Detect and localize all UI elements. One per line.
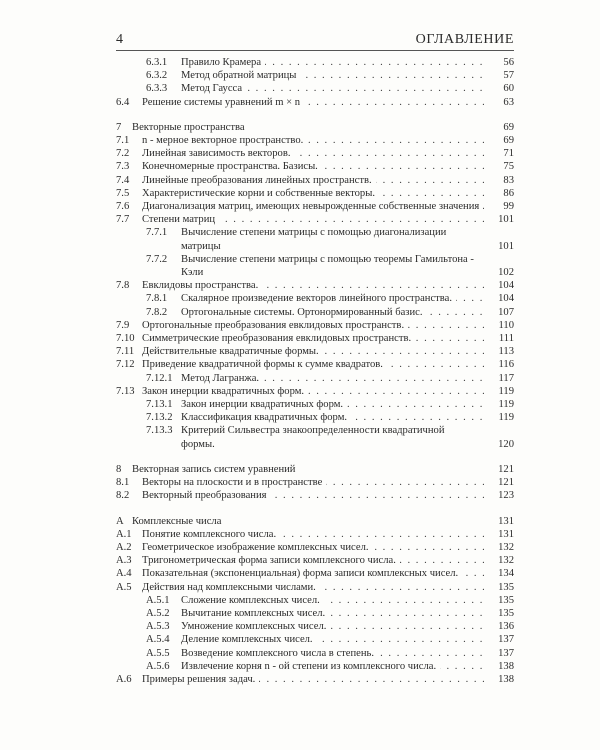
toc-entry-line (142, 554, 514, 567)
toc-entry-title: Извлечение корня n - ой степени из комплексного числа. (181, 660, 440, 673)
toc-entry[interactable] (116, 554, 514, 567)
toc-entry-title: Векторная запись систем уравнений (132, 463, 299, 476)
toc-entry[interactable] (116, 226, 514, 252)
toc-entry-number: A.5.4 (146, 634, 170, 646)
toc-entry-line (181, 306, 514, 319)
toc-entry[interactable] (116, 515, 514, 528)
toc-entry-number: A.3 (116, 555, 132, 567)
toc-entry-page: 110 (495, 319, 515, 332)
toc-entry[interactable] (116, 489, 514, 502)
toc-entry-title: Решение системы уравнений m × n (142, 96, 304, 109)
toc-entry-title: Классификация квадратичных форм. (181, 411, 351, 424)
toc-entry-title: Действия над комплексными числами. (142, 581, 320, 594)
toc-entry-page: 135 (494, 581, 514, 594)
toc-entry-title: Возведение комплексного числа в степень. (181, 647, 378, 660)
toc-entry-line (181, 424, 514, 450)
table-of-contents (116, 56, 514, 686)
toc-entry-number: 7.7.2 (146, 253, 168, 265)
toc-entry-page: 101 (494, 240, 514, 253)
toc-entry-line (142, 187, 514, 200)
toc-entry-line (181, 226, 514, 252)
toc-entry-page: 121 (494, 463, 514, 476)
toc-entry-page: 138 (494, 660, 514, 673)
toc-entry[interactable] (116, 647, 514, 660)
toc-entry-line (181, 398, 514, 411)
toc-entry-number: 8 (116, 463, 122, 475)
toc-entry[interactable] (116, 253, 514, 279)
toc-entry-line (181, 69, 514, 82)
toc-entry-title: Векторные пространства (132, 121, 249, 134)
toc-entry-title: Комплексные числа (132, 515, 225, 528)
header-page-number: 4 (116, 32, 123, 47)
toc-entry[interactable] (116, 319, 514, 332)
toc-entry-line (142, 567, 514, 580)
toc-entry-page: 121 (494, 476, 514, 489)
toc-entry-line (181, 372, 514, 385)
toc-entry-title: Сложение комплексных чисел. (181, 594, 324, 607)
toc-entry-title: Симметрические преобразования евклидовых пространств. (142, 332, 415, 345)
toc-entry-number: A.5.3 (146, 621, 170, 633)
toc-entry-page: 137 (494, 633, 514, 646)
toc-entry-page: 135 (494, 594, 514, 607)
toc-entry-title: Ортогональные преобразования евклидовых пространств. (142, 319, 408, 332)
toc-entry-number: 8.2 (116, 490, 130, 502)
toc-entry-line (142, 319, 514, 332)
toc-entry-number: A.5.2 (146, 607, 170, 619)
toc-entry-page: 71 (499, 147, 514, 160)
toc-entry-number: 7.4 (116, 174, 130, 186)
toc-entry-title: Геометрическое изображение комплексных чисел. (142, 541, 373, 554)
toc-entry[interactable] (116, 372, 514, 385)
toc-entry-title: Ортогональные системы. Ортонормированный базис. (181, 306, 427, 319)
toc-entry-page: 119 (495, 385, 515, 398)
toc-entry[interactable] (116, 82, 514, 95)
toc-entry-page: 136 (494, 620, 514, 633)
running-header (116, 32, 514, 51)
toc-entry-line (142, 385, 514, 398)
toc-entry[interactable] (116, 528, 514, 541)
toc-entry-page: 116 (495, 358, 515, 371)
toc-entry[interactable] (116, 424, 514, 450)
toc-entry-title: Степени матриц (142, 213, 219, 226)
toc-entry[interactable] (116, 581, 514, 594)
toc-entry[interactable] (116, 134, 514, 147)
toc-entry[interactable] (116, 673, 514, 686)
toc-entry-line (132, 121, 514, 134)
toc-entry-page: 132 (494, 541, 514, 554)
toc-entry-title: Закон инерции квадратичных форм. (181, 398, 347, 411)
toc-entry[interactable] (116, 358, 514, 371)
toc-entry[interactable] (116, 56, 514, 69)
toc-entry-title: Метод Лагранжа. (181, 372, 263, 385)
toc-entry-page: 104 (494, 279, 514, 292)
toc-entry-number: A.5.1 (146, 594, 170, 606)
toc-entry-number: 6.3.1 (146, 57, 168, 68)
toc-entry-page: 119 (495, 411, 515, 424)
toc-entry-line (181, 647, 514, 660)
toc-entry[interactable] (116, 160, 514, 173)
toc-entry-number: 7.8.2 (146, 306, 168, 318)
toc-entry[interactable] (116, 567, 514, 580)
toc-entry-title: Диагонализация матриц, имеющих невырожденные собственные значения (142, 200, 483, 213)
toc-entry[interactable] (116, 174, 514, 187)
toc-entry-title: Примеры решения задач. (142, 673, 259, 686)
toc-entry-page: 117 (495, 372, 515, 385)
header-title: ОГЛАВЛЕНИЕ (415, 32, 514, 47)
toc-entry-number: A.5.5 (146, 647, 170, 659)
toc-entry-number: 7.5 (116, 187, 130, 199)
toc-entry-page: 63 (499, 96, 514, 109)
toc-entry-title: Метод Гаусса (181, 82, 246, 95)
toc-entry-title: Линейные преобразования линейных пространств. (142, 174, 376, 187)
toc-entry-title: Показательная (экспоненциальная) форма записи комплексных чисел. (142, 567, 462, 580)
toc-entry-line (181, 620, 514, 633)
toc-entry-line (142, 147, 514, 160)
toc-entry-number: 7.3 (116, 161, 130, 173)
toc-entry-number: 7.8.1 (146, 293, 168, 305)
toc-entry[interactable] (116, 463, 514, 476)
toc-entry-page: 60 (499, 82, 514, 95)
toc-entry-line (181, 253, 514, 279)
toc-entry-number: 7.2 (116, 148, 130, 160)
toc-entry-number: 7.7 (116, 214, 130, 226)
toc-entry-page: 138 (494, 673, 514, 686)
toc-entry-number: 7.13.2 (146, 412, 173, 424)
toc-entry-line (181, 82, 514, 95)
toc-entry-page: 104 (494, 292, 514, 305)
toc-entry-line (181, 411, 514, 424)
toc-entry-page: 107 (494, 306, 514, 319)
toc-entry-line (181, 660, 514, 673)
toc-entry-line (142, 174, 514, 187)
toc-entry-line (181, 607, 514, 620)
toc-entry-number: 7.12 (116, 359, 135, 371)
toc-entry-page: 86 (499, 187, 514, 200)
toc-entry-line (142, 213, 514, 226)
toc-entry-page: 134 (494, 567, 514, 580)
toc-entry-page: 131 (494, 515, 514, 528)
toc-entry-title: Деление комплексных чисел. (181, 633, 317, 646)
toc-entry-page: 120 (494, 438, 514, 451)
toc-entry-title: Характеристические корни и собственные векторы. (142, 187, 379, 200)
toc-entry[interactable] (116, 541, 514, 554)
toc-entry-number: A.2 (116, 541, 132, 553)
toc-entry-page: 69 (499, 121, 514, 134)
toc-entry-number: 7.13 (116, 385, 135, 397)
toc-entry[interactable] (116, 345, 514, 358)
toc-entry-line (142, 345, 514, 358)
toc-entry-number: 6.3.3 (146, 83, 168, 95)
toc-entry-title: Конечномерные пространства. Базисы. (142, 160, 322, 173)
toc-entry-line (142, 160, 514, 173)
toc-entry-title: Скалярное произведение векторов линейного пространства. (181, 292, 456, 305)
toc-entry-number: 7.7.1 (146, 227, 168, 239)
toc-entry-number: 7.6 (116, 201, 130, 213)
toc-entry[interactable] (116, 411, 514, 424)
toc-entry-number: 7.11 (116, 346, 135, 358)
toc-entry-page: 111 (495, 332, 514, 345)
toc-entry-number: A.4 (116, 568, 132, 580)
toc-entry-line (142, 581, 514, 594)
toc-entry-title: Приведение квадратичной формы к сумме квадратов. (142, 358, 387, 371)
toc-entry-number: A (116, 515, 124, 527)
toc-entry-number: 7.1 (116, 135, 130, 147)
toc-entry-number: 7 (116, 121, 122, 133)
toc-entry-page: 135 (494, 607, 514, 620)
toc-entry[interactable] (116, 620, 514, 633)
toc-entry-number: 7.12.1 (146, 372, 173, 384)
toc-entry-page: 132 (494, 554, 514, 567)
toc-entry-title: n - мерное векторное пространство. (142, 134, 307, 147)
toc-entry-page: 102 (494, 266, 514, 279)
toc-entry-title: Вычитание комплексных чисел. (181, 607, 329, 620)
toc-entry-number: A.5 (116, 581, 132, 593)
toc-entry-number: A.1 (116, 528, 132, 540)
toc-entry-line (181, 292, 514, 305)
toc-entry-title: Евклидовы пространства. (142, 279, 262, 292)
toc-entry-page: 75 (499, 160, 514, 173)
toc-entry-title: Умножение комплексных чисел. (181, 620, 330, 633)
toc-entry-line (142, 476, 514, 489)
toc-entry-title: Вычисление степени матрицы с помощью диагонализации матрицы (181, 226, 484, 252)
toc-entry-line (181, 594, 514, 607)
toc-entry-title: Понятие комплексного числа. (142, 528, 280, 541)
toc-entry[interactable] (116, 385, 514, 398)
toc-entry-page: 69 (499, 134, 514, 147)
toc-entry-page: 123 (494, 489, 514, 502)
toc-entry[interactable] (116, 69, 514, 82)
toc-entry-page: 131 (494, 528, 514, 541)
toc-entry-number: 7.13.1 (146, 399, 173, 411)
toc-entry-line (142, 489, 514, 502)
toc-entry[interactable] (116, 306, 514, 319)
toc-entry[interactable] (116, 292, 514, 305)
toc-entry-line (142, 673, 514, 686)
toc-entry-title: Закон инерции квадратичных форм. (142, 385, 308, 398)
toc-entry-page: 101 (494, 213, 514, 226)
toc-entry-number: 7.9 (116, 319, 130, 331)
toc-entry-number: 8.1 (116, 477, 130, 489)
toc-entry-title: Линейная зависимость векторов. (142, 147, 294, 160)
toc-entry[interactable] (116, 121, 514, 134)
toc-entry[interactable] (116, 607, 514, 620)
toc-entry-page: 137 (494, 647, 514, 660)
toc-entry-line (132, 515, 514, 528)
toc-entry-title: Действительные квадратичные формы. (142, 345, 323, 358)
toc-entry[interactable] (116, 187, 514, 200)
toc-entry-title: Векторы на плоскости и в пространстве (142, 476, 326, 489)
toc-entry-number: A.5.6 (146, 660, 170, 672)
toc-entry-page: 119 (495, 398, 515, 411)
toc-entry-page: 56 (499, 56, 514, 69)
toc-entry[interactable] (116, 476, 514, 489)
toc-entry-number: 6.4 (116, 96, 130, 108)
toc-entry[interactable] (116, 398, 514, 411)
toc-entry-line (142, 528, 514, 541)
toc-entry-line (142, 541, 514, 554)
toc-entry-line (142, 134, 514, 147)
toc-entry-page: 57 (499, 69, 514, 82)
toc-entry-line (132, 463, 514, 476)
toc-entry-title: Метод обратной матрицы (181, 69, 300, 82)
toc-entry-page: 83 (499, 174, 514, 187)
toc-entry[interactable] (116, 660, 514, 673)
toc-entry[interactable] (116, 332, 514, 345)
toc-entry-line (142, 200, 514, 213)
toc-entry[interactable] (116, 594, 514, 607)
toc-entry-title: Вычисление степени матрицы с помощью теоремы Гамильтона - Кэли (181, 253, 484, 279)
toc-entry-number: 6.3.2 (146, 70, 168, 82)
toc-entry-line (142, 332, 514, 345)
toc-entry[interactable] (116, 279, 514, 292)
toc-entry[interactable] (116, 147, 514, 160)
toc-entry-number: 7.8 (116, 280, 130, 292)
toc-entry-number: 7.13.3 (146, 425, 173, 437)
toc-entry[interactable] (116, 213, 514, 226)
toc-entry-title: Критерий Сильвестра знакоопределенности квадратичной формы. (181, 424, 484, 450)
toc-entry-line (142, 96, 514, 109)
toc-entry-page: 99 (499, 200, 514, 213)
toc-entry[interactable] (116, 200, 514, 213)
toc-entry-title: Векторный преобразования (142, 489, 271, 502)
toc-entry-page: 113 (495, 345, 515, 358)
toc-entry-number: 7.10 (116, 333, 135, 345)
toc-entry-number: A.6 (116, 673, 132, 685)
toc-entry[interactable] (116, 633, 514, 646)
toc-entry-line (142, 279, 514, 292)
toc-entry[interactable] (116, 96, 514, 109)
toc-entry-line (181, 633, 514, 646)
toc-entry-line (142, 358, 514, 371)
toc-entry-title: Правило Крамера (181, 56, 265, 69)
toc-entry-line (181, 56, 514, 69)
toc-entry-title: Тригонометрическая форма записи комплексного числа. (142, 554, 400, 567)
